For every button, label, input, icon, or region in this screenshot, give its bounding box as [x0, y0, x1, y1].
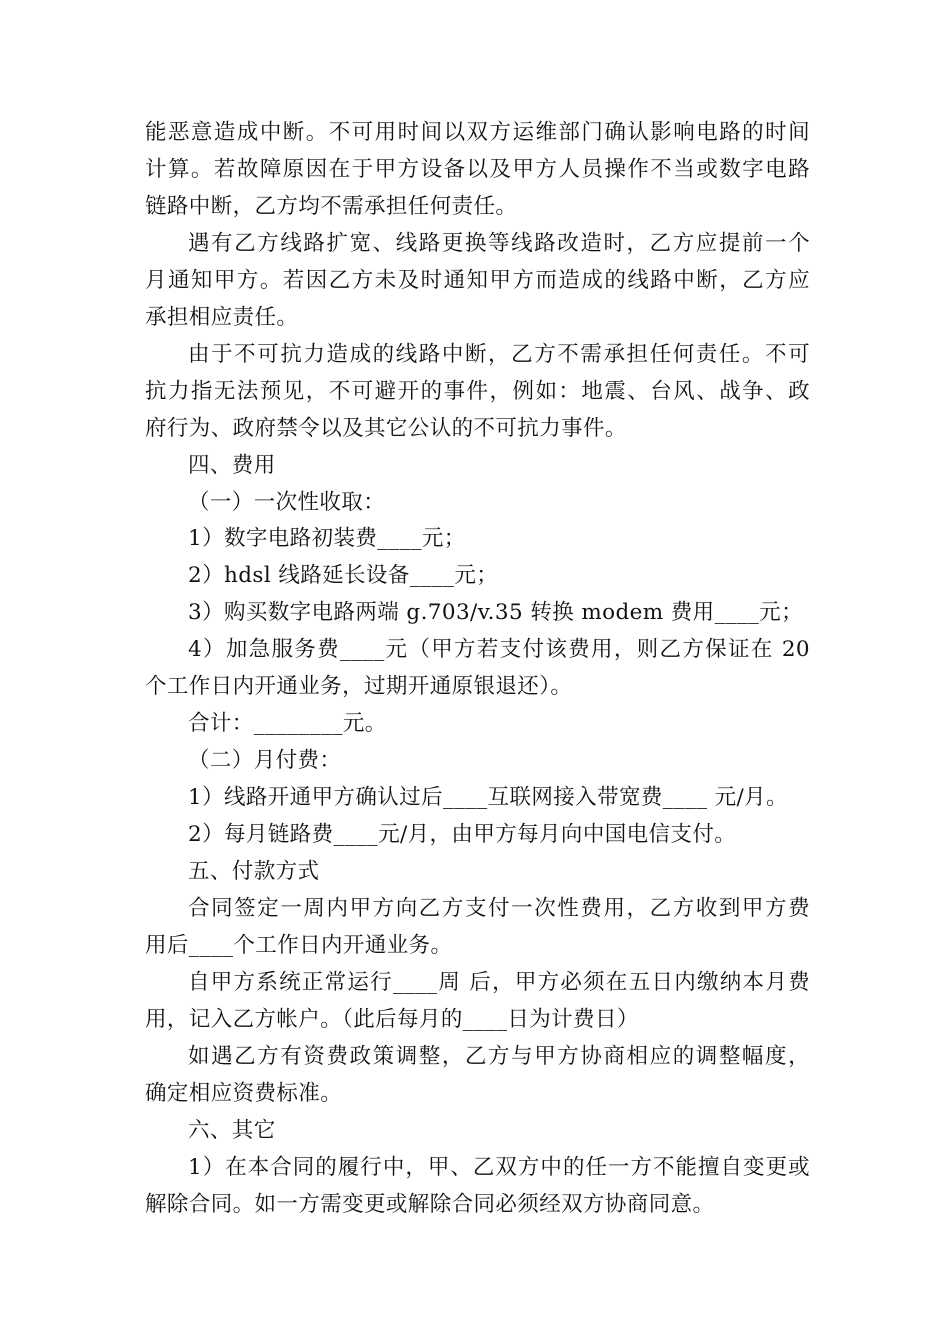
text-line: 府行为、政府禁令以及其它公认的不可抗力事件。: [145, 415, 627, 441]
text-line: 五、付款方式: [188, 859, 320, 884]
text-line: 用，记入乙方帐户。（此后每月的____日为计费日）: [145, 1006, 639, 1032]
text-line: 合同签定一周内甲方向乙方支付一次性费用，乙方收到甲方费: [188, 895, 810, 921]
text-line: 2）hdsl 线路延长设备____元；: [188, 563, 499, 589]
text-line: 1）线路开通甲方确认过后____互联网接入带宽费____ 元/月。: [188, 785, 788, 811]
text-line: 四、费用: [188, 452, 276, 478]
text-line: 1）数字电路初装费____元；: [188, 526, 466, 552]
text-line: 抗力指无法预见，不可避开的事件，例如：地震、台风、战争、政: [145, 378, 810, 404]
text-line: 4）加急服务费____元（甲方若支付该费用，则乙方保证在 20: [188, 637, 810, 663]
text-line: 2）每月链路费____元/月，由甲方每月向中国电信支付。: [188, 822, 737, 848]
text-line: 3）购买数字电路两端 g.703/v.35 转换 modem 费用____元；: [188, 600, 803, 626]
text-line: 个工作日内开通业务，过期开通原银退还）。: [145, 674, 573, 700]
text-line: 承担相应责任。: [145, 304, 299, 330]
text-line: 如遇乙方有资费政策调整，乙方与甲方协商相应的调整幅度，: [188, 1043, 810, 1069]
text-line: （二）月付费：: [188, 748, 342, 774]
text-line: 1）在本合同的履行中，甲、乙双方中的任一方不能擅自变更或: [188, 1154, 810, 1180]
text-line: 由于不可抗力造成的线路中断，乙方不需承担任何责任。不可: [188, 341, 810, 367]
text-line: 能恶意造成中断。不可用时间以双方运维部门确认影响电路的时间: [145, 120, 810, 145]
text-line: 自甲方系统正常运行____周 后，甲方必须在五日内缴纳本月费: [188, 969, 810, 995]
text-line: 计算。若故障原因在于甲方设备以及甲方人员操作不当或数字电路: [145, 156, 810, 182]
text-line: 解除合同。如一方需变更或解除合同必须经双方协商同意。: [145, 1191, 715, 1217]
text-line: 确定相应资费标准。: [145, 1080, 343, 1106]
text-line: 六、其它: [188, 1117, 276, 1143]
text-line: 链路中断，乙方均不需承担任何责任。: [145, 193, 518, 219]
text-line: 合计：________元。: [188, 711, 387, 737]
text-line: 遇有乙方线路扩宽、线路更换等线路改造时，乙方应提前一个: [188, 230, 810, 256]
text-line: 用后____个工作日内开通业务。: [145, 932, 453, 958]
text-line: 月通知甲方。若因乙方未及时通知甲方而造成的线路中断，乙方应: [145, 267, 810, 293]
text-line: （一）一次性收取：: [188, 489, 386, 515]
